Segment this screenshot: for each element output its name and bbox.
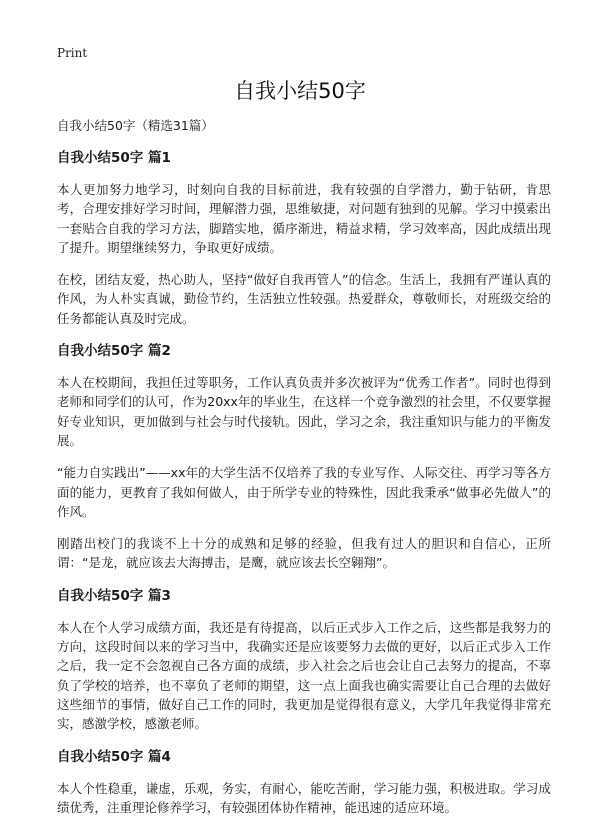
section-3 (57, 587, 551, 734)
section-heading: 自我小结50字 篇4 (57, 748, 171, 765)
section-heading: 自我小结50字 篇1 (57, 150, 171, 166)
article-body (57, 117, 551, 831)
paragraph: 本人更加努力地学习，时刻向自我的目标前进，我有较强的自学潜力，勤于钻研，肯思考，合理安排好学习时间，理解潜力强，思维敏捷，对问题有独到的见解。学习中摸索出一套贴合自我的学习方法，脚踏实地，循序渐进，精益求精，学习效率高，因此成绩出现了提升。期望继续努力，争取更好成绩。 (57, 182, 551, 255)
paragraph: 本人个性稳重，谦虚，乐观，务实，有耐心，能吃苦耐，学习能力强，积极进取。学习成绩优秀，注重理论修养学习，有较强团体协作精神，能迅速的适应环境。 (57, 780, 551, 815)
paragraph: “能力自实践出”——xx年的大学生活不仅培养了我的专业写作、人际交往、再学习等各方面的能力，更教育了我如何做人，由于所学专业的特殊性，因此我秉承“做事必先做人”的作风。 (57, 465, 551, 519)
section-1 (57, 149, 551, 328)
print-link[interactable]: Print (57, 46, 88, 60)
section-heading: 自我小结50字 篇2 (57, 343, 171, 360)
paragraph: 本人在校期间，我担任过等职务，工作认真负责并多次被评为“优秀工作者”。同时也得到老师和同学们的认可，作为20xx年的毕业生，在这样一个竞争激烈的社会里，不仅要掌握好专业知识，更加做到与社会与时代接轨。因此，学习之余，我注重知识与能力的平衡发展。 (57, 375, 551, 448)
section-2 (57, 342, 551, 573)
paragraph: 本人在个人学习成绩方面，我还是有待提高，以后正式步入工作之后，这些都是我努力的方向，这段时间以来的学习当中，我确实还是应该要努力去做的更好，以后正式步入工作之后，我一定不会忽视自己各方面的成绩，步入社会之后也会让自己去努力的提高，不辜负了学校的培养，也不辜负了老师的期望，这一点上面我也确实需要让自己合理的去做好这些细节的事情，做好自己工作的同时，我更加是觉得很有意义，大学几年我觉得非常充实，感激学校，感激老师。 (57, 619, 551, 732)
section-4 (57, 748, 551, 818)
paragraph: 在校，团结友爱，热心助人，坚持“做好自我再管人”的信念。生活上，我拥有严谨认真的作风，为人朴实真诚，勤俭节约，生活独立性较强。热爱群众，尊敬师长，对班级交给的任务都能认真及时完成。 (57, 272, 551, 326)
article-subtitle: 自我小结50字（精选31篇） (57, 118, 214, 133)
paragraph: 刚踏出校门的我谈不上十分的成熟和足够的经验，但我有过人的胆识和自信心，正所谓：“是龙，就应该去大海搏击，是鹰，就应该去长空翱翔”。 (57, 536, 551, 571)
section-heading: 自我小结50字 篇3 (57, 587, 171, 604)
page-title: 自我小结50字 (234, 79, 366, 103)
